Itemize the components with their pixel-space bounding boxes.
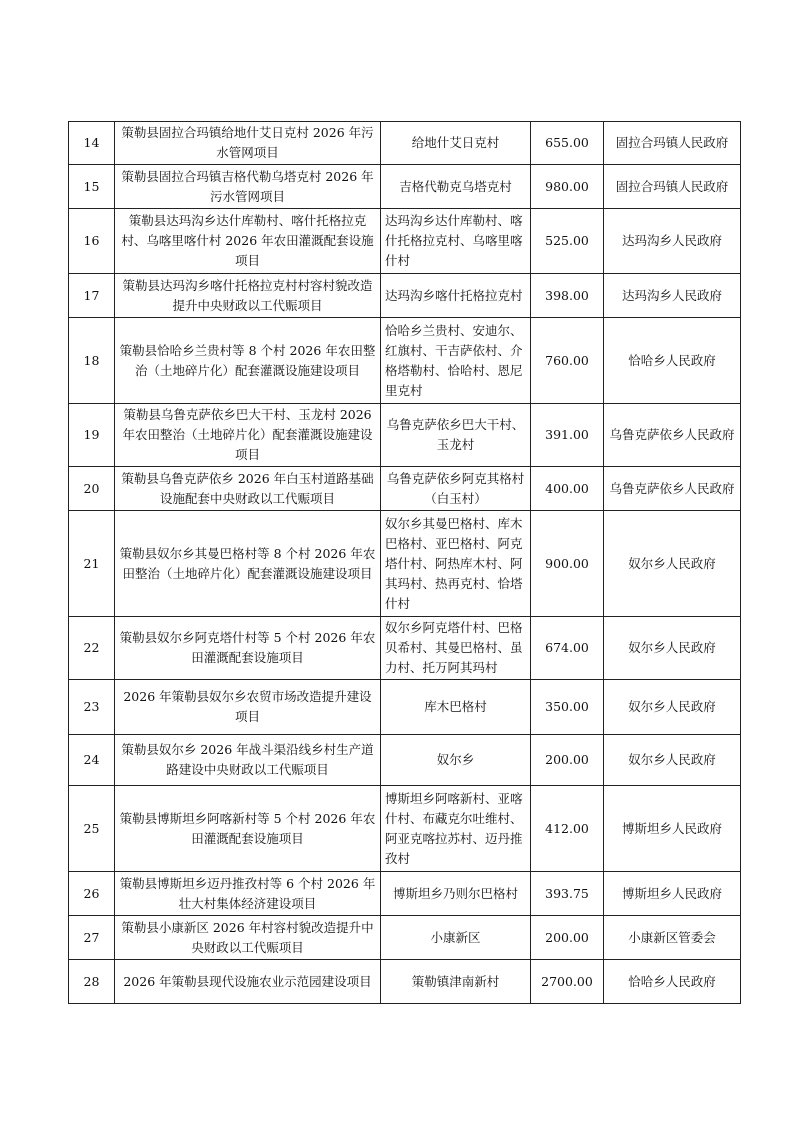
- table-row: [69, 209, 741, 274]
- project-name: 策勒县博斯坦乡阿喀新村等 5 个村 2026 年农田灌溉配套设施项目: [115, 786, 381, 872]
- project-amount: 900.00: [531, 511, 604, 617]
- project-amount: 525.00: [531, 209, 604, 274]
- project-name: 策勒县奴尔乡 2026 年战斗渠沿线乡村生产道路建设中央财政以工代赈项目: [115, 735, 381, 786]
- project-name: 策勒县奴尔乡阿克塔什村等 5 个村 2026 年农田灌溉配套设施项目: [115, 617, 381, 680]
- project-name: 策勒县恰哈乡兰贵村等 8 个村 2026 年农田整治（土地碎片化）配套灌溉设施建设项目: [115, 318, 381, 404]
- table-row: [69, 872, 741, 916]
- table-row: [69, 617, 741, 680]
- responsible-unit: 固拉合玛镇人民政府: [604, 122, 741, 165]
- responsible-unit: 恰哈乡人民政府: [604, 318, 741, 404]
- project-location: 乌鲁克萨依乡阿克其格村（白玉村）: [381, 467, 531, 511]
- project-amount: 350.00: [531, 680, 604, 735]
- project-location: 奴尔乡其曼巴格村、库木巴格村、亚巴格村、阿克塔什村、阿热库木村、阿其玛村、热再克村、恰塔什村: [381, 511, 531, 617]
- project-location: 给地什艾日克村: [381, 122, 531, 165]
- responsible-unit: 达玛沟乡人民政府: [604, 209, 741, 274]
- project-name: 策勒县小康新区 2026 年村容村貌改造提升中央财政以工代赈项目: [115, 916, 381, 960]
- table-row: [69, 122, 741, 165]
- table-row: [69, 467, 741, 511]
- project-name: 2026 年策勒县现代设施农业示范园建设项目: [115, 960, 381, 1004]
- project-name: 策勒县固拉合玛镇吉格代勒乌塔克村 2026 年污水管网项目: [115, 165, 381, 209]
- responsible-unit: 博斯坦乡人民政府: [604, 872, 741, 916]
- responsible-unit: 奴尔乡人民政府: [604, 511, 741, 617]
- table-row: [69, 404, 741, 467]
- table-row: [69, 960, 741, 1004]
- row-number: 28: [69, 960, 115, 1004]
- responsible-unit: 恰哈乡人民政府: [604, 960, 741, 1004]
- project-location: 恰哈乡兰贵村、安迪尔、红旗村、干吉萨依村、介格塔勒村、恰哈村、恩尼里克村: [381, 318, 531, 404]
- project-table-page: [68, 121, 740, 1004]
- responsible-unit: 博斯坦乡人民政府: [604, 786, 741, 872]
- table-row: [69, 916, 741, 960]
- project-table-body: [69, 122, 741, 1004]
- responsible-unit: 奴尔乡人民政府: [604, 680, 741, 735]
- table-row: [69, 735, 741, 786]
- table-row: [69, 786, 741, 872]
- row-number: 27: [69, 916, 115, 960]
- row-number: 16: [69, 209, 115, 274]
- project-location: 吉格代勒克乌塔克村: [381, 165, 531, 209]
- project-amount: 412.00: [531, 786, 604, 872]
- project-amount: 2700.00: [531, 960, 604, 1004]
- project-amount: 200.00: [531, 916, 604, 960]
- project-location: 达玛沟乡达什库勒村、喀什托格拉克村、乌喀里喀什村: [381, 209, 531, 274]
- project-amount: 655.00: [531, 122, 604, 165]
- responsible-unit: 奴尔乡人民政府: [604, 735, 741, 786]
- row-number: 18: [69, 318, 115, 404]
- project-location: 博斯坦乡阿喀新村、亚喀什村、布藏克尔吐维村、阿亚克喀拉苏村、迈丹推孜村: [381, 786, 531, 872]
- row-number: 19: [69, 404, 115, 467]
- row-number: 20: [69, 467, 115, 511]
- project-name: 策勒县乌鲁克萨依乡 2026 年白玉村道路基础设施配套中央财政以工代赈项目: [115, 467, 381, 511]
- project-name: 策勒县达玛沟乡喀什托格拉克村村容村貌改造提升中央财政以工代赈项目: [115, 274, 381, 318]
- responsible-unit: 小康新区管委会: [604, 916, 741, 960]
- table-row: [69, 511, 741, 617]
- row-number: 22: [69, 617, 115, 680]
- project-amount: 398.00: [531, 274, 604, 318]
- project-name: 策勒县奴尔乡其曼巴格村等 8 个村 2026 年农田整治（土地碎片化）配套灌溉设施建设项目: [115, 511, 381, 617]
- project-amount: 200.00: [531, 735, 604, 786]
- project-location: 乌鲁克萨依乡巴大干村、玉龙村: [381, 404, 531, 467]
- project-location: 奴尔乡: [381, 735, 531, 786]
- row-number: 21: [69, 511, 115, 617]
- project-name: 策勒县达玛沟乡达什库勒村、喀什托格拉克村、乌喀里喀什村 2026 年农田灌溉配套设施项目: [115, 209, 381, 274]
- project-name: 策勒县博斯坦乡迈丹推孜村等 6 个村 2026 年壮大村集体经济建设项目: [115, 872, 381, 916]
- responsible-unit: 达玛沟乡人民政府: [604, 274, 741, 318]
- table-row: [69, 680, 741, 735]
- project-location: 达玛沟乡喀什托格拉克村: [381, 274, 531, 318]
- row-number: 15: [69, 165, 115, 209]
- row-number: 17: [69, 274, 115, 318]
- row-number: 24: [69, 735, 115, 786]
- project-amount: 393.75: [531, 872, 604, 916]
- project-amount: 760.00: [531, 318, 604, 404]
- project-location: 博斯坦乡乃则尔巴格村: [381, 872, 531, 916]
- table-row: [69, 318, 741, 404]
- project-location: 库木巴格村: [381, 680, 531, 735]
- table-row: [69, 165, 741, 209]
- responsible-unit: 乌鲁克萨依乡人民政府: [604, 404, 741, 467]
- responsible-unit: 奴尔乡人民政府: [604, 617, 741, 680]
- project-amount: 400.00: [531, 467, 604, 511]
- responsible-unit: 固拉合玛镇人民政府: [604, 165, 741, 209]
- project-amount: 391.00: [531, 404, 604, 467]
- project-name: 2026 年策勒县奴尔乡农贸市场改造提升建设项目: [115, 680, 381, 735]
- responsible-unit: 乌鲁克萨依乡人民政府: [604, 467, 741, 511]
- project-location: 奴尔乡阿克塔什村、巴格贝希村、其曼巴格村、虽力村、托万阿其玛村: [381, 617, 531, 680]
- row-number: 14: [69, 122, 115, 165]
- project-amount: 674.00: [531, 617, 604, 680]
- project-name: 策勒县乌鲁克萨依乡巴大干村、玉龙村 2026 年农田整治（土地碎片化）配套灌溉设施建设项目: [115, 404, 381, 467]
- project-amount: 980.00: [531, 165, 604, 209]
- project-table: [68, 121, 741, 1004]
- project-location: 策勒镇津南新村: [381, 960, 531, 1004]
- table-row: [69, 274, 741, 318]
- project-name: 策勒县固拉合玛镇给地什艾日克村 2026 年污水管网项目: [115, 122, 381, 165]
- row-number: 23: [69, 680, 115, 735]
- row-number: 26: [69, 872, 115, 916]
- row-number: 25: [69, 786, 115, 872]
- project-location: 小康新区: [381, 916, 531, 960]
